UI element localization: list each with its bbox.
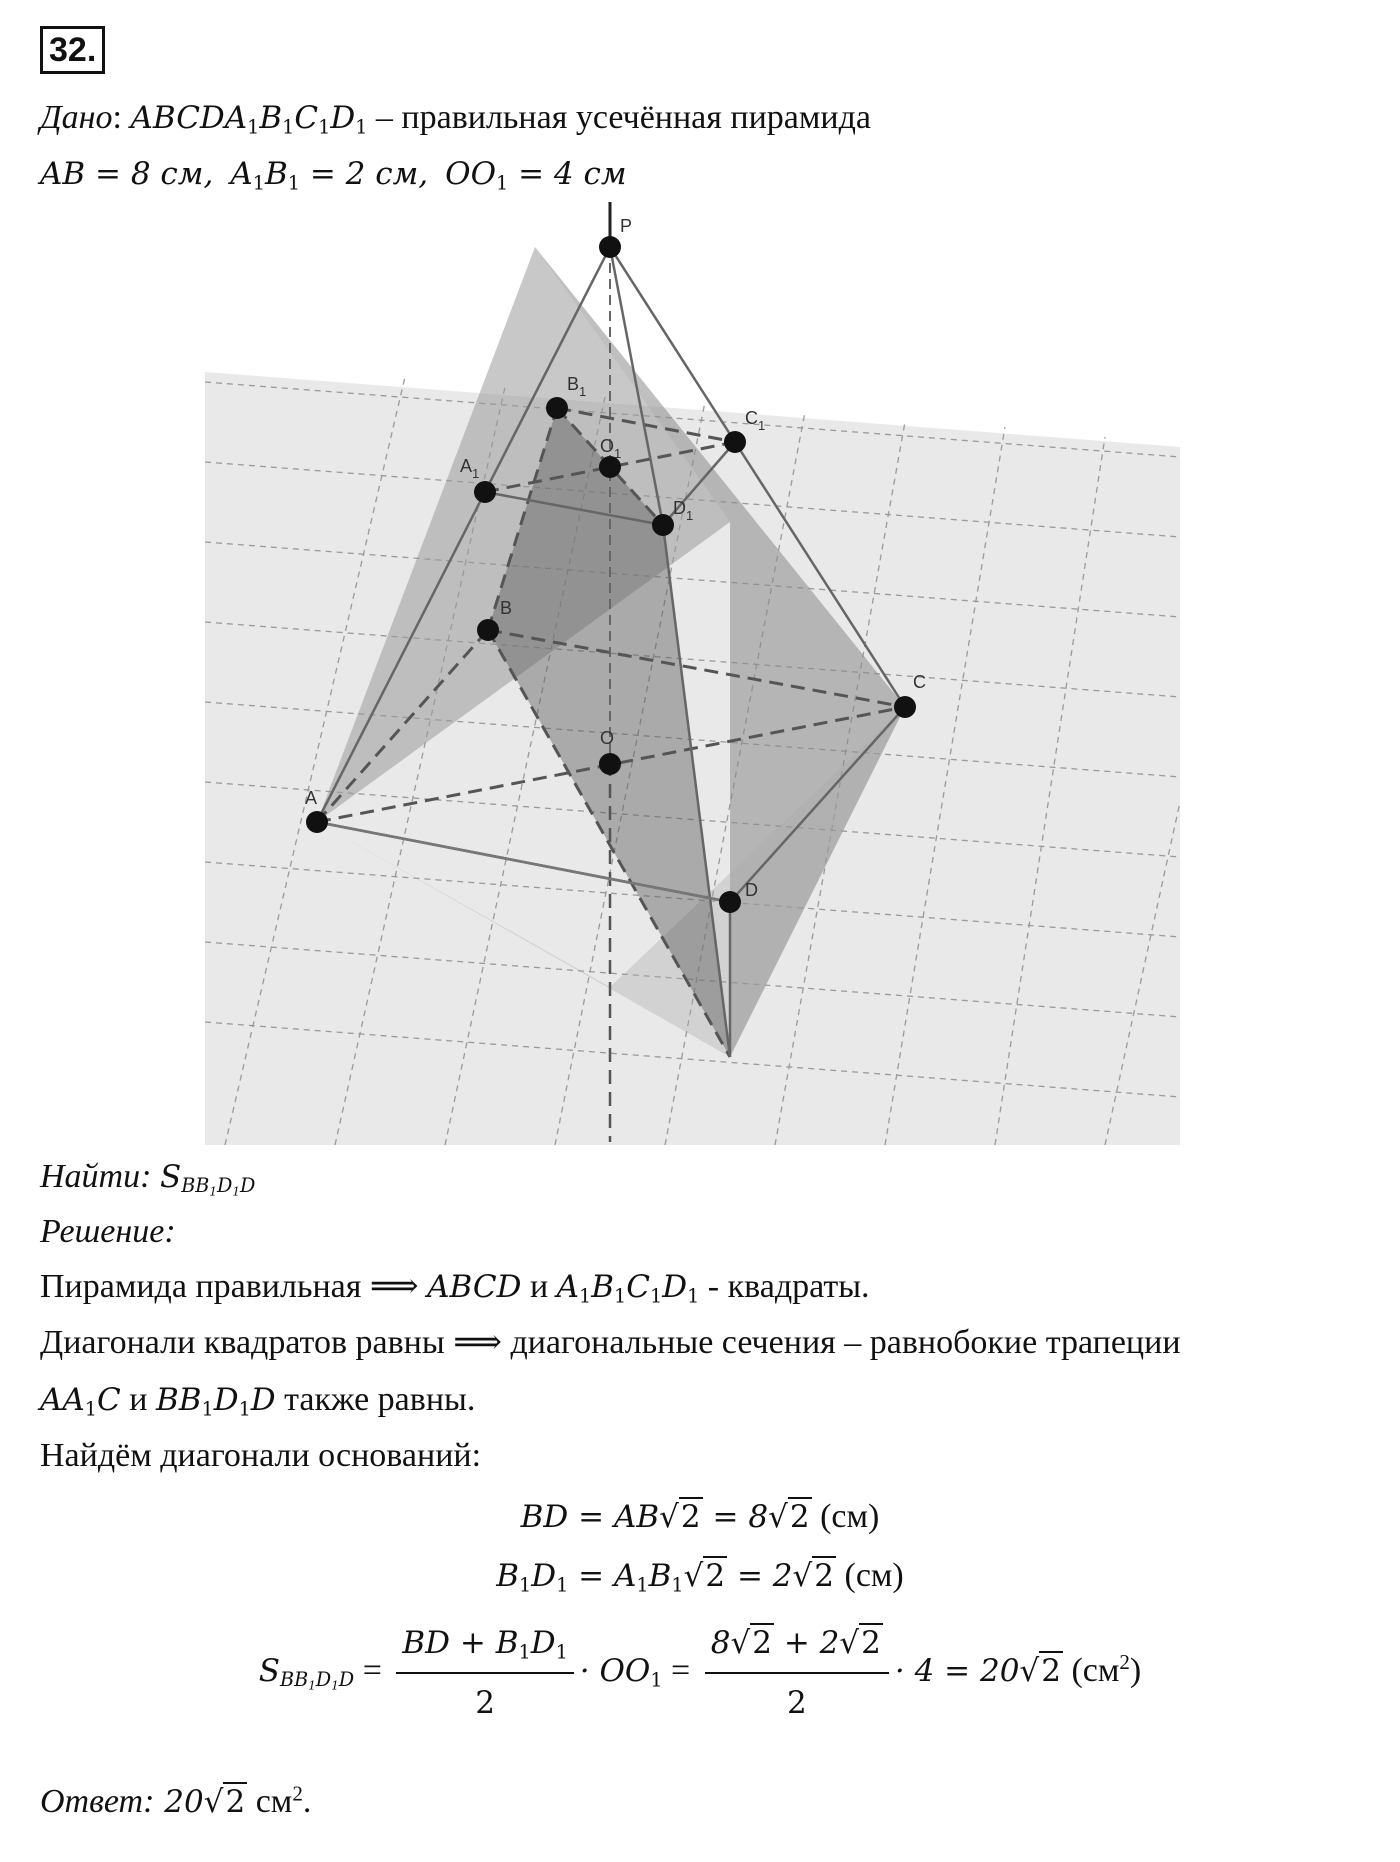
label-C: C: [913, 672, 926, 692]
truncated-pyramid-figure: [205, 202, 1180, 1145]
solution-line-2: Диагонали квадратов равны ⟹ диагональные сечения – равнобокие трапеции: [40, 1324, 1181, 1361]
point-C: [894, 696, 916, 718]
given-line: Дано: $ABCDA_1B_1C_1D_1$ – правильная усечённая пирамида: [40, 99, 871, 139]
label-D: D: [745, 880, 758, 900]
label-B1: $B_1$: [567, 374, 587, 399]
equation-area: $S_{BB_1D_1D}$ = $\frac{BD + B_1D_1}{2}$ · $OO_1$ = $\frac{8√2 + 2√2}{2}$ · 4 = 20√2 $(см^2)$: [0, 1618, 1400, 1728]
solution-line-1: Пирамида правильная ⟹ ABCD и $A_1B_1C_1D_1$ - квадраты.: [40, 1268, 870, 1308]
equation-bd: BD = AB√2 = 8√2 (см): [520, 1498, 880, 1535]
point-O: [599, 753, 621, 775]
equation-b1d1: $B_1D_1 = A_1B_1√2 = 2√2$ (см): [496, 1557, 904, 1597]
point-D1: [652, 514, 674, 536]
point-B1: [546, 397, 568, 419]
label-O1: $O_1$: [600, 436, 622, 461]
point-A: [306, 811, 328, 833]
point-P: [599, 236, 621, 258]
solution-line-3: $AA_1C$ и $BB_1D_1D$ также равны.: [40, 1381, 476, 1421]
fraction-2: $\frac{8√2 + 2√2}{2}$: [705, 1618, 889, 1728]
label-C1: $C_1$: [745, 408, 766, 433]
problem-number: 32.: [40, 26, 105, 74]
given-conditions: AB = 8 см, $A_1B_1 = 2$ см, $OO_1 = 4$ см: [40, 156, 627, 195]
point-B: [477, 619, 499, 641]
label-A1: $A_1$: [460, 456, 480, 481]
label-O: O: [600, 728, 615, 748]
label-A: A: [305, 788, 318, 808]
label-D1: $D_1$: [673, 498, 694, 523]
label-B: B: [500, 598, 513, 618]
label-P: P: [620, 216, 633, 236]
point-A1: [474, 481, 496, 503]
answer-line: Ответ: 20√2 $см^2$.: [40, 1781, 312, 1820]
find-line: Найти: $S_{BB_1D_1D}$: [40, 1158, 256, 1199]
solution-label: Решение:: [40, 1213, 176, 1250]
point-C1: [724, 431, 746, 453]
point-D: [719, 891, 741, 913]
solution-line-4: Найдём диагонали оснований:: [40, 1437, 482, 1474]
fraction-1: $\frac{BD + B_1D_1}{2}$: [396, 1618, 573, 1728]
